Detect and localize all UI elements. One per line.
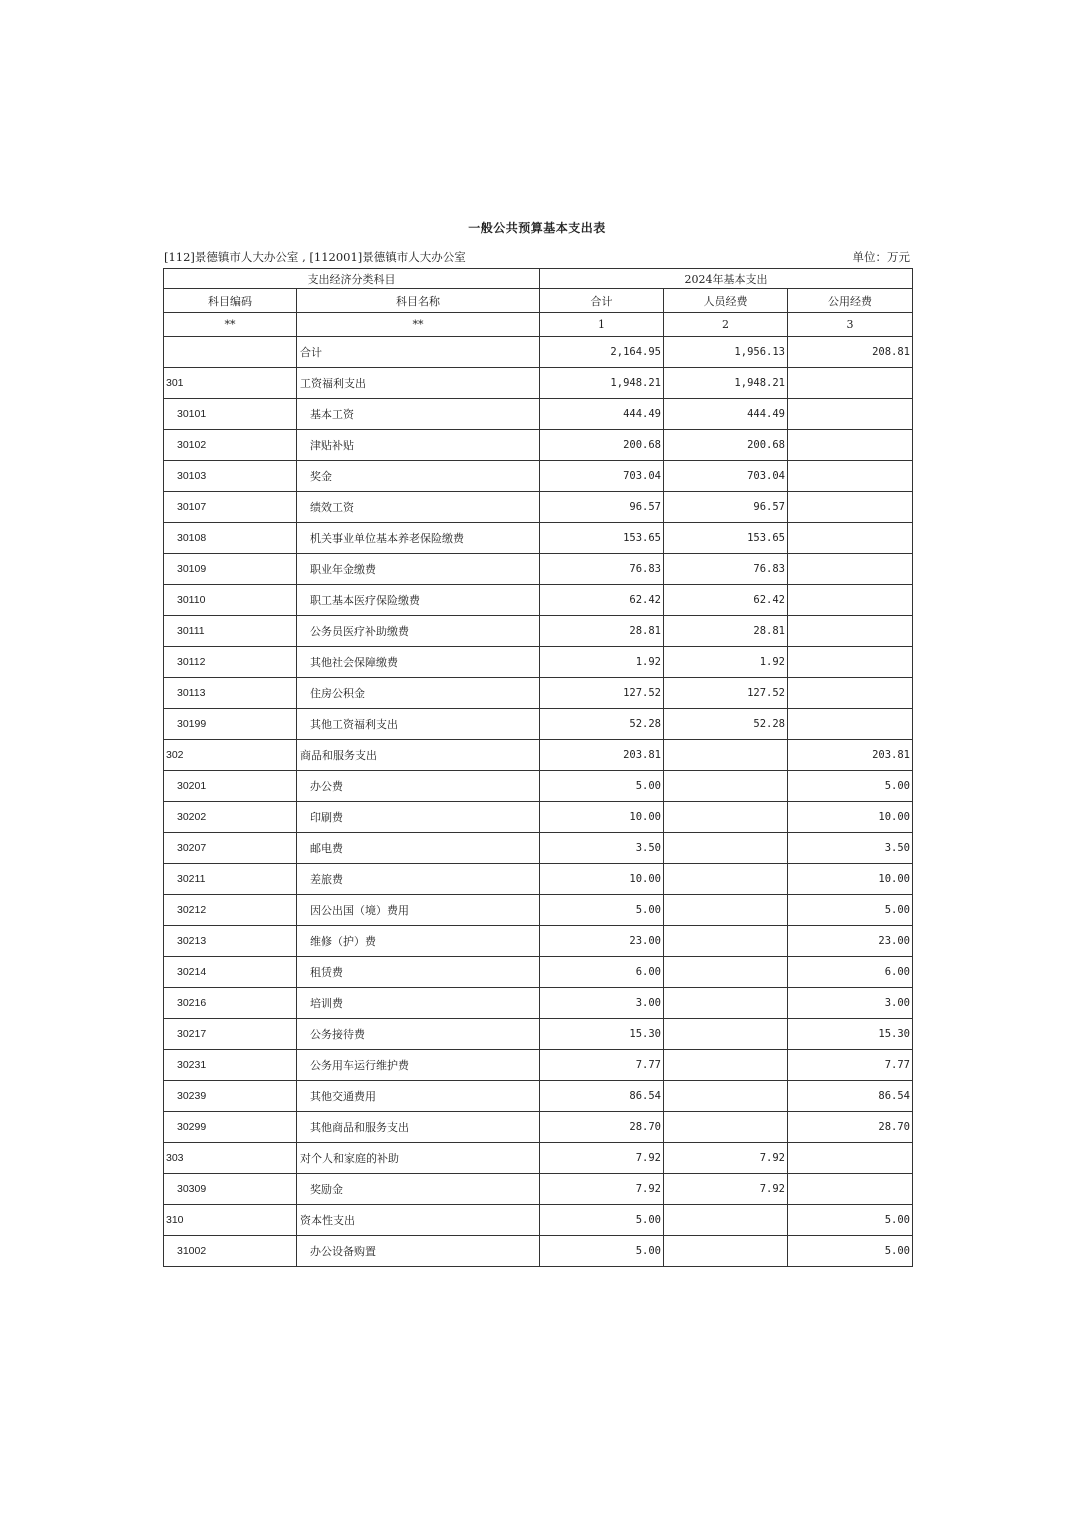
budget-table	[163, 268, 913, 1267]
row-personnel: 444.49	[664, 399, 788, 430]
row-total: 62.42	[540, 585, 664, 616]
row-total: 2,164.95	[540, 337, 664, 368]
row-code: 30214	[164, 957, 297, 988]
table-row	[164, 585, 913, 616]
row-total: 6.00	[540, 957, 664, 988]
row-code: 30113	[164, 678, 297, 709]
row-personnel: 7.92	[664, 1143, 788, 1174]
row-code	[164, 337, 297, 368]
row-total: 3.00	[540, 988, 664, 1019]
index-personnel: 2	[664, 313, 788, 337]
row-code: 30211	[164, 864, 297, 895]
row-total: 203.81	[540, 740, 664, 771]
row-code: 30199	[164, 709, 297, 740]
table-row	[164, 802, 913, 833]
row-public: 10.00	[788, 864, 913, 895]
row-code: 30102	[164, 430, 297, 461]
row-public	[788, 647, 913, 678]
row-personnel	[664, 1112, 788, 1143]
row-personnel	[664, 1050, 788, 1081]
row-total: 703.04	[540, 461, 664, 492]
row-total: 28.70	[540, 1112, 664, 1143]
row-personnel: 1.92	[664, 647, 788, 678]
row-personnel: 200.68	[664, 430, 788, 461]
row-code: 30109	[164, 554, 297, 585]
row-name: 奖金	[297, 461, 540, 492]
row-personnel: 703.04	[664, 461, 788, 492]
row-name: 对个人和家庭的补助	[297, 1143, 540, 1174]
row-public	[788, 492, 913, 523]
row-personnel: 28.81	[664, 616, 788, 647]
row-personnel	[664, 1236, 788, 1267]
row-code: 303	[164, 1143, 297, 1174]
row-code: 30101	[164, 399, 297, 430]
row-total: 444.49	[540, 399, 664, 430]
row-total: 10.00	[540, 864, 664, 895]
row-code: 30103	[164, 461, 297, 492]
row-public	[788, 678, 913, 709]
row-personnel	[664, 988, 788, 1019]
row-total: 23.00	[540, 926, 664, 957]
table-row	[164, 1112, 913, 1143]
row-name: 职业年金缴费	[297, 554, 540, 585]
table-row	[164, 895, 913, 926]
row-public	[788, 616, 913, 647]
header-personnel: 人员经费	[664, 289, 788, 313]
row-total: 28.81	[540, 616, 664, 647]
row-name: 工资福利支出	[297, 368, 540, 399]
row-total: 52.28	[540, 709, 664, 740]
table-row	[164, 430, 913, 461]
row-total: 3.50	[540, 833, 664, 864]
row-public	[788, 523, 913, 554]
header-row-group	[164, 269, 913, 289]
table-row	[164, 647, 913, 678]
row-name: 公务接待费	[297, 1019, 540, 1050]
row-name: 其他工资福利支出	[297, 709, 540, 740]
row-name: 其他交通费用	[297, 1081, 540, 1112]
row-name: 奖励金	[297, 1174, 540, 1205]
table-row	[164, 1081, 913, 1112]
table-row	[164, 492, 913, 523]
row-code: 30112	[164, 647, 297, 678]
index-public: 3	[788, 313, 913, 337]
row-name: 基本工资	[297, 399, 540, 430]
row-name: 职工基本医疗保险缴费	[297, 585, 540, 616]
row-personnel	[664, 833, 788, 864]
table-row	[164, 988, 913, 1019]
table-row	[164, 1174, 913, 1205]
table-row	[164, 771, 913, 802]
row-public	[788, 554, 913, 585]
row-personnel: 1,948.21	[664, 368, 788, 399]
header-public: 公用经费	[788, 289, 913, 313]
row-personnel	[664, 1205, 788, 1236]
row-name: 资本性支出	[297, 1205, 540, 1236]
index-total: 1	[540, 313, 664, 337]
row-public: 3.00	[788, 988, 913, 1019]
row-code: 30202	[164, 802, 297, 833]
table-row	[164, 1205, 913, 1236]
row-code: 30217	[164, 1019, 297, 1050]
row-public: 5.00	[788, 1236, 913, 1267]
row-personnel	[664, 895, 788, 926]
row-name: 机关事业单位基本养老保险缴费	[297, 523, 540, 554]
row-name: 培训费	[297, 988, 540, 1019]
row-code: 30107	[164, 492, 297, 523]
row-total: 1,948.21	[540, 368, 664, 399]
row-code: 31002	[164, 1236, 297, 1267]
row-code: 30239	[164, 1081, 297, 1112]
row-total: 7.92	[540, 1143, 664, 1174]
table-row	[164, 616, 913, 647]
row-personnel	[664, 864, 788, 895]
row-name: 其他社会保障缴费	[297, 647, 540, 678]
row-personnel	[664, 740, 788, 771]
row-code: 302	[164, 740, 297, 771]
table-row	[164, 461, 913, 492]
row-public: 10.00	[788, 802, 913, 833]
row-name: 公务用车运行维护费	[297, 1050, 540, 1081]
header-total: 合计	[540, 289, 664, 313]
row-total: 5.00	[540, 895, 664, 926]
row-name: 绩效工资	[297, 492, 540, 523]
row-total: 200.68	[540, 430, 664, 461]
row-name: 公务员医疗补助缴费	[297, 616, 540, 647]
table-row	[164, 864, 913, 895]
row-public	[788, 1174, 913, 1205]
table-row	[164, 1050, 913, 1081]
table-row	[164, 926, 913, 957]
row-code: 30213	[164, 926, 297, 957]
row-public	[788, 709, 913, 740]
row-public: 5.00	[788, 895, 913, 926]
row-public: 7.77	[788, 1050, 913, 1081]
row-public: 23.00	[788, 926, 913, 957]
table-row	[164, 368, 913, 399]
row-personnel: 62.42	[664, 585, 788, 616]
row-public: 5.00	[788, 771, 913, 802]
index-code: **	[164, 313, 297, 337]
row-personnel	[664, 1019, 788, 1050]
row-total: 5.00	[540, 1205, 664, 1236]
row-personnel: 153.65	[664, 523, 788, 554]
row-code: 30111	[164, 616, 297, 647]
row-total: 10.00	[540, 802, 664, 833]
row-name: 办公费	[297, 771, 540, 802]
header-name: 科目名称	[297, 289, 540, 313]
row-code: 30108	[164, 523, 297, 554]
row-public	[788, 461, 913, 492]
row-public: 5.00	[788, 1205, 913, 1236]
row-personnel	[664, 802, 788, 833]
header-row-columns	[164, 289, 913, 313]
meta-line	[164, 249, 912, 267]
row-total: 86.54	[540, 1081, 664, 1112]
row-personnel	[664, 1081, 788, 1112]
row-public: 208.81	[788, 337, 913, 368]
row-name: 因公出国（境）费用	[297, 895, 540, 926]
row-name: 办公设备购置	[297, 1236, 540, 1267]
row-code: 30299	[164, 1112, 297, 1143]
row-name: 维修（护）费	[297, 926, 540, 957]
table-row	[164, 399, 913, 430]
row-public: 203.81	[788, 740, 913, 771]
row-total: 7.92	[540, 1174, 664, 1205]
row-total: 96.57	[540, 492, 664, 523]
row-name: 津贴补贴	[297, 430, 540, 461]
row-personnel	[664, 957, 788, 988]
row-personnel: 52.28	[664, 709, 788, 740]
row-code: 30231	[164, 1050, 297, 1081]
row-personnel	[664, 926, 788, 957]
row-total: 5.00	[540, 771, 664, 802]
table-row	[164, 1236, 913, 1267]
table-row	[164, 740, 913, 771]
row-name: 租赁费	[297, 957, 540, 988]
row-code: 30207	[164, 833, 297, 864]
row-public	[788, 368, 913, 399]
row-total: 1.92	[540, 647, 664, 678]
row-public: 86.54	[788, 1081, 913, 1112]
row-code: 30212	[164, 895, 297, 926]
table-row	[164, 833, 913, 864]
row-total: 153.65	[540, 523, 664, 554]
row-name: 差旅费	[297, 864, 540, 895]
row-personnel: 7.92	[664, 1174, 788, 1205]
row-public	[788, 585, 913, 616]
row-name: 邮电费	[297, 833, 540, 864]
index-name: **	[297, 313, 540, 337]
table-row	[164, 709, 913, 740]
row-code: 301	[164, 368, 297, 399]
row-code: 30216	[164, 988, 297, 1019]
row-name: 住房公积金	[297, 678, 540, 709]
row-code: 30110	[164, 585, 297, 616]
row-public: 6.00	[788, 957, 913, 988]
row-public	[788, 1143, 913, 1174]
row-public: 28.70	[788, 1112, 913, 1143]
unit-label: 单位：万元	[852, 250, 910, 264]
row-name: 其他商品和服务支出	[297, 1112, 540, 1143]
row-personnel: 127.52	[664, 678, 788, 709]
row-name: 印刷费	[297, 802, 540, 833]
table-row	[164, 1143, 913, 1174]
row-name: 合计	[297, 337, 540, 368]
table-row	[164, 554, 913, 585]
row-public: 15.30	[788, 1019, 913, 1050]
row-personnel: 76.83	[664, 554, 788, 585]
row-name: 商品和服务支出	[297, 740, 540, 771]
row-personnel: 96.57	[664, 492, 788, 523]
row-personnel	[664, 771, 788, 802]
row-public: 3.50	[788, 833, 913, 864]
table-title: 一般公共预算基本支出表	[468, 221, 606, 235]
row-total: 15.30	[540, 1019, 664, 1050]
header-code: 科目编码	[164, 289, 297, 313]
header-group-left: 支出经济分类科目	[164, 269, 540, 289]
row-total: 7.77	[540, 1050, 664, 1081]
table-row	[164, 957, 913, 988]
row-public	[788, 430, 913, 461]
row-total: 76.83	[540, 554, 664, 585]
row-total: 127.52	[540, 678, 664, 709]
row-total: 5.00	[540, 1236, 664, 1267]
header-row-index	[164, 313, 913, 337]
table-row	[164, 337, 913, 368]
org-label: [112]景德镇市人大办公室 , [112001]景德镇市人大办公室	[164, 250, 466, 264]
row-code: 30309	[164, 1174, 297, 1205]
row-code: 30201	[164, 771, 297, 802]
table-row	[164, 678, 913, 709]
row-personnel: 1,956.13	[664, 337, 788, 368]
row-public	[788, 399, 913, 430]
header-group-right: 2024年基本支出	[540, 269, 913, 289]
row-code: 310	[164, 1205, 297, 1236]
table-row	[164, 523, 913, 554]
table-row	[164, 1019, 913, 1050]
